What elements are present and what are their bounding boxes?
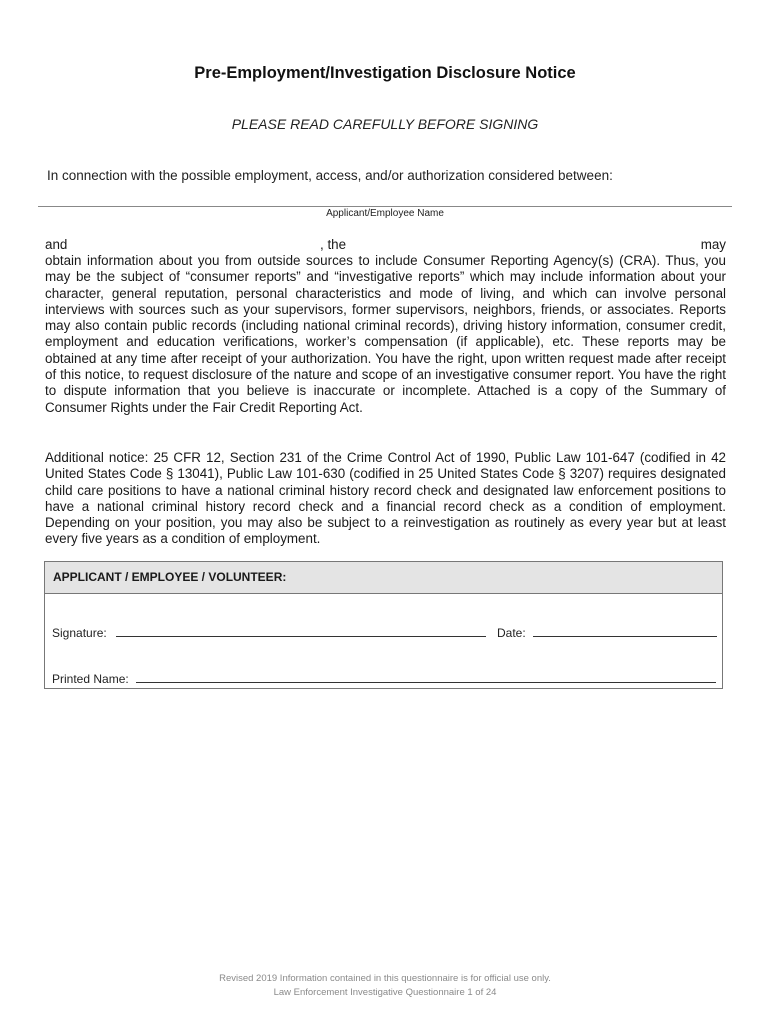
signature-line[interactable]: [116, 624, 486, 637]
date-field[interactable]: [497, 624, 717, 640]
intro-text: In connection with the possible employment, access, and/or authorization considered between:: [47, 168, 613, 183]
signature-box: [44, 561, 723, 689]
applicant-name-caption: Applicant/Employee Name: [326, 208, 444, 219]
agency-line: [45, 237, 726, 253]
disclosure-paragraph: obtain information about you from outside sources to include Consumer Reporting Agency(s) (CRA). Thus, you may be the subject of “consumer reports” and “investigative reports” which may include information about your character, general reputation, personal characteristics and mode of living, and which can involve personal interviews with sources such as your supervisors, former supervisors, neighbors, friends, or associates. Reports may also contain public records (including national criminal records), driving history information, consumer credit, employment and education verifications, worker’s compensation (if applicable), etc. These reports may be obtained at any time after receipt of your authorization. You have the right, upon written request made after receipt of this notice, to request disclosure of the nature and scope of an investigative consumer report. You have the right to dispute information that you believe is inaccurate or incomplete. Attached is a copy of the Summary of Consumer Rights under the Fair Credit Reporting Act.: [45, 253, 726, 415]
additional-notice-paragraph: Additional notice: 25 CFR 12, Section 231 of the Crime Control Act of 1990, Public Law 101-647 (codified in 42 United States Code § 13041), Public Law 101-630 (codified in 25 United States Code § 3207) requires designated child care positions to have a national criminal history record check and designated law enforcement positions to have a national criminal history record check and a financial record check as a condition of employment. Depending on your position, you may also be subject to a reinvestigation as routinely as every year but at least every five years as a condition of employment.: [45, 450, 726, 547]
footer-revision: Revised 2019 Information contained in this questionnaire is for official use only.: [219, 973, 551, 984]
date-label: Date:: [497, 626, 526, 640]
signature-box-header: APPLICANT / EMPLOYEE / VOLUNTEER:: [45, 562, 722, 594]
date-line[interactable]: [533, 624, 717, 637]
printed-name-field[interactable]: [52, 670, 716, 686]
page-title: Pre-Employment/Investigation Disclosure Notice: [194, 64, 576, 82]
applicant-name-line[interactable]: [38, 206, 732, 207]
signature-label: Signature:: [52, 626, 107, 640]
footer-page-info: Law Enforcement Investigative Questionnaire 1 of 24: [273, 987, 497, 998]
the-text: , the: [320, 237, 347, 252]
and-text: and: [45, 237, 68, 252]
printed-name-label: Printed Name:: [52, 672, 129, 686]
printed-name-line[interactable]: [136, 670, 716, 683]
may-text: may: [700, 237, 726, 252]
signature-field[interactable]: [52, 624, 486, 640]
page-subtitle: PLEASE READ CAREFULLY BEFORE SIGNING: [231, 116, 539, 132]
